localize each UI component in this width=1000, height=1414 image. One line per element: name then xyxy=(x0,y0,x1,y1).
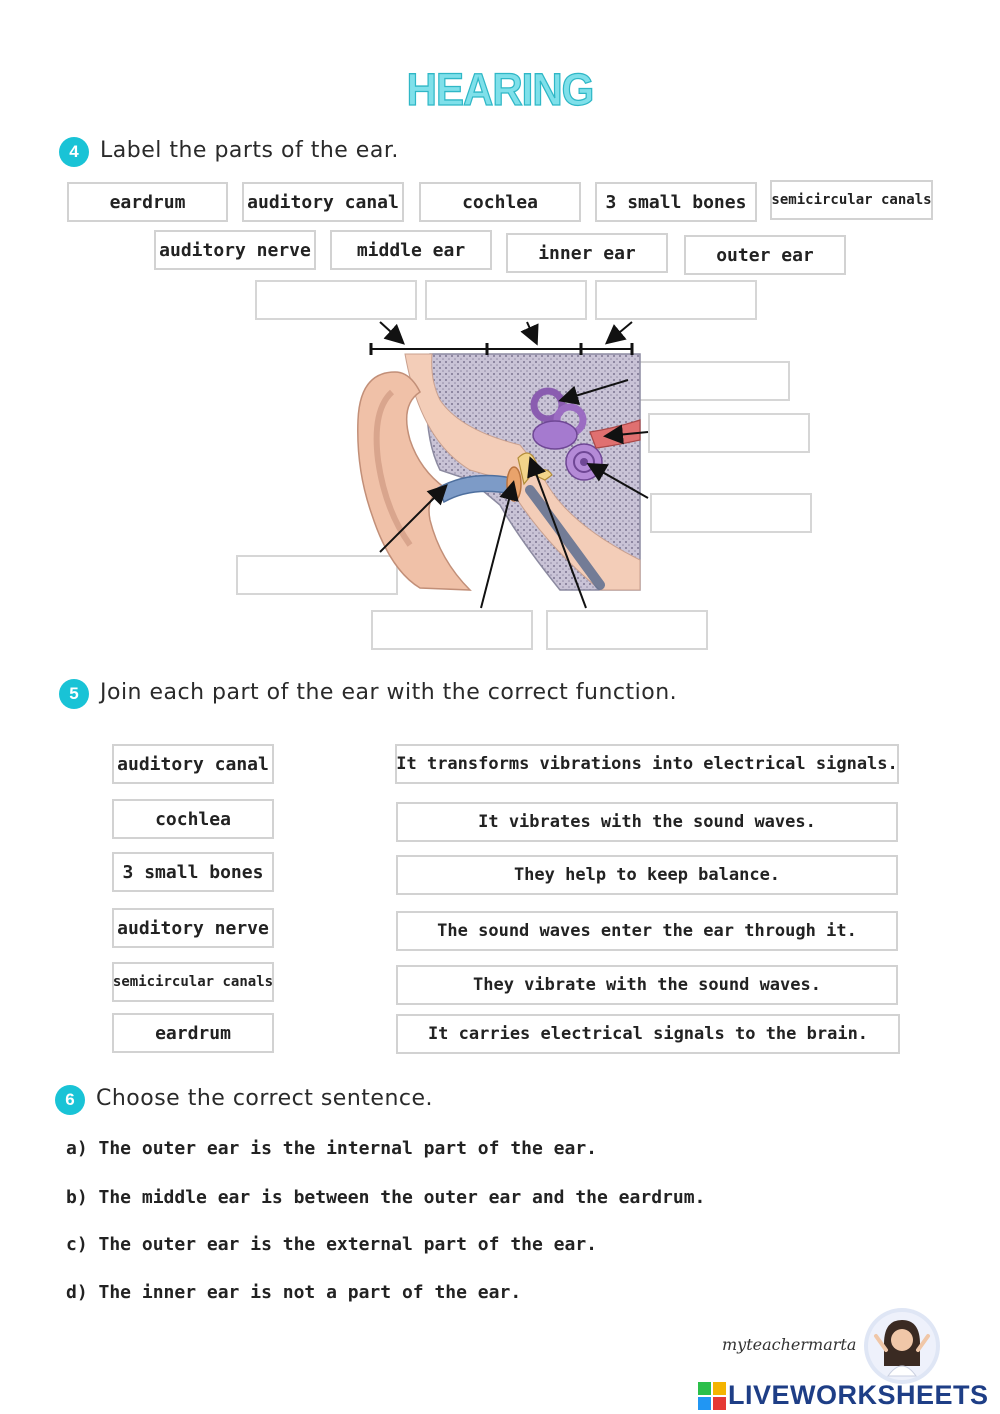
section-6-heading: Choose the correct sentence. xyxy=(96,1086,434,1111)
match-function[interactable]: They help to keep balance. xyxy=(396,855,898,895)
option-a[interactable]: a) The outer ear is the internal part of the ear. xyxy=(66,1138,598,1159)
match-part[interactable]: auditory nerve xyxy=(112,908,274,948)
word-bank-item[interactable]: inner ear xyxy=(506,233,668,273)
section-5-badge: 5 xyxy=(59,679,89,709)
section-4-badge: 4 xyxy=(59,137,89,167)
word-bank-item[interactable]: semicircular canals xyxy=(770,180,933,220)
word-bank-item[interactable]: 3 small bones xyxy=(595,182,757,222)
lws-logo-icon xyxy=(698,1382,726,1410)
author-signature: myteachermarta xyxy=(722,1335,857,1354)
section-5-heading: Join each part of the ear with the correct function. xyxy=(100,680,678,705)
option-c[interactable]: c) The outer ear is the external part of the ear. xyxy=(66,1234,598,1255)
brand-name: LIVEWORKSHEETS xyxy=(728,1380,989,1410)
liveworksheets-logo xyxy=(698,1380,989,1411)
match-part[interactable]: semicircular canals xyxy=(112,962,274,1002)
word-bank-item[interactable]: auditory canal xyxy=(242,182,404,222)
word-bank-item[interactable]: cochlea xyxy=(419,182,581,222)
option-d[interactable]: d) The inner ear is not a part of the ear. xyxy=(66,1282,522,1303)
section-4-heading: Label the parts of the ear. xyxy=(100,138,399,163)
match-part[interactable]: auditory canal xyxy=(112,744,274,784)
match-function[interactable]: It carries electrical signals to the brain. xyxy=(396,1014,900,1054)
match-function[interactable]: The sound waves enter the ear through it. xyxy=(396,911,898,951)
match-function[interactable]: It transforms vibrations into electrical signals. xyxy=(395,744,899,784)
match-part[interactable]: cochlea xyxy=(112,799,274,839)
word-bank-item[interactable]: middle ear xyxy=(330,230,492,270)
section-6-badge: 6 xyxy=(55,1085,85,1115)
ear-diagram xyxy=(0,0,1000,700)
match-function[interactable]: They vibrate with the sound waves. xyxy=(396,965,898,1005)
page-title: HEARING xyxy=(406,64,594,115)
word-bank-item[interactable]: eardrum xyxy=(67,182,228,222)
word-bank-item[interactable]: outer ear xyxy=(684,235,846,275)
match-function[interactable]: It vibrates with the sound waves. xyxy=(396,802,898,842)
word-bank-item[interactable]: auditory nerve xyxy=(154,230,316,270)
match-part[interactable]: 3 small bones xyxy=(112,852,274,892)
author-avatar xyxy=(862,1306,942,1386)
match-part[interactable]: eardrum xyxy=(112,1013,274,1053)
option-b[interactable]: b) The middle ear is between the outer ear and the eardrum. xyxy=(66,1187,706,1208)
